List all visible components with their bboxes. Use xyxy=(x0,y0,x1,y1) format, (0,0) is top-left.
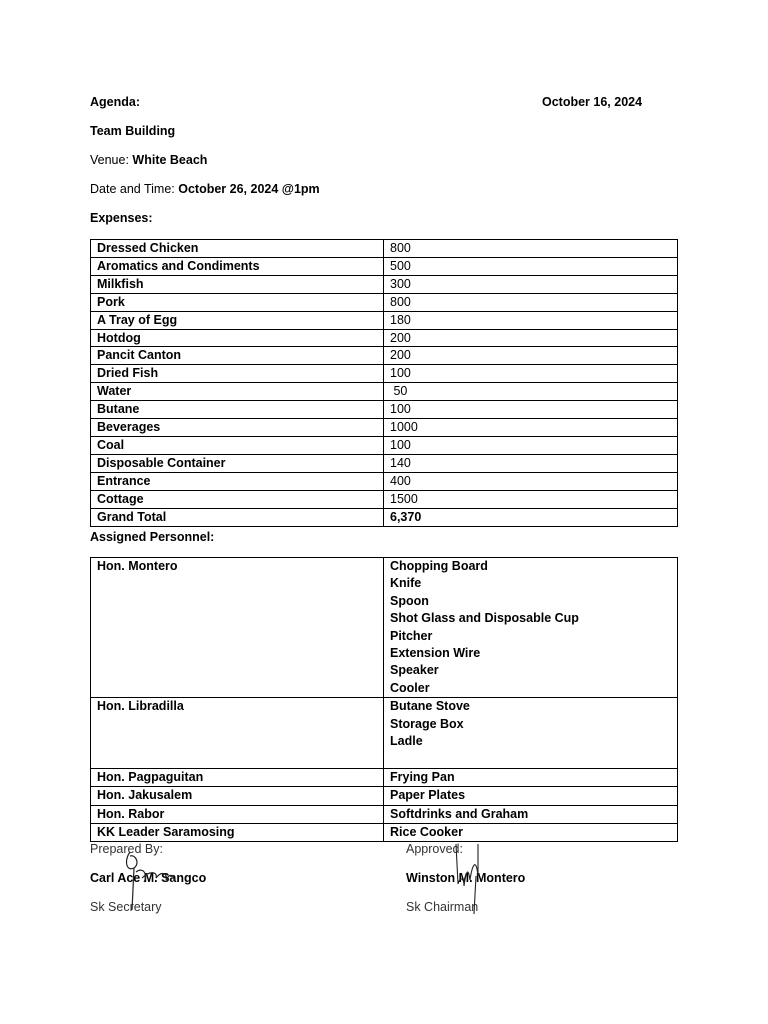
datetime-value: October 26, 2024 @1pm xyxy=(178,182,320,196)
expense-row xyxy=(91,436,678,454)
expense-row xyxy=(91,508,678,526)
expense-amount: 140 xyxy=(384,454,678,472)
personnel-name: Hon. Libradilla xyxy=(91,698,384,769)
assigned-item: Speaker xyxy=(390,663,439,678)
expense-row xyxy=(91,293,678,311)
personnel-row xyxy=(91,824,678,842)
expense-item: Butane xyxy=(91,401,384,419)
personnel-row xyxy=(91,698,678,769)
prepared-by-title: Sk Secretary xyxy=(90,900,162,914)
personnel-items xyxy=(384,768,678,786)
personnel-name: Hon. Rabor xyxy=(91,805,384,823)
expense-amount: 1500 xyxy=(384,490,678,508)
expense-item: Dressed Chicken xyxy=(91,240,384,258)
prepared-by-name: Carl Ace M. Sangco xyxy=(90,871,207,885)
expense-amount: 100 xyxy=(384,401,678,419)
personnel-row xyxy=(91,558,678,698)
expense-item: Coal xyxy=(91,436,384,454)
expense-item: Beverages xyxy=(91,419,384,437)
personnel-name: Hon. Pagpaguitan xyxy=(91,768,384,786)
expense-item: Dried Fish xyxy=(91,365,384,383)
personnel-items xyxy=(384,558,678,698)
personnel-name: Hon. Jakusalem xyxy=(91,787,384,805)
expense-row xyxy=(91,329,678,347)
assigned-item xyxy=(390,750,671,767)
personnel-items xyxy=(384,698,678,769)
assigned-item: Extension Wire xyxy=(390,646,481,661)
assigned-item: Chopping Board xyxy=(390,559,488,573)
expense-row xyxy=(91,347,678,365)
approved-by-title: Sk Chairman xyxy=(406,900,479,914)
event-title: Team Building xyxy=(90,124,176,138)
expense-amount: 1000 xyxy=(384,419,678,437)
venue-value: White Beach xyxy=(132,153,208,167)
expense-row xyxy=(91,472,678,490)
datetime-label: Date and Time: xyxy=(90,182,179,196)
personnel-items xyxy=(384,787,678,805)
expense-amount: 100 xyxy=(384,436,678,454)
assigned-item: Ladle xyxy=(390,734,423,749)
expense-amount: 180 xyxy=(384,311,678,329)
personnel-row xyxy=(91,768,678,786)
assigned-item: Spoon xyxy=(390,593,429,608)
secretary-signature xyxy=(118,842,178,914)
expense-amount: 500 xyxy=(384,257,678,275)
expense-item: Milkfish xyxy=(91,275,384,293)
personnel-row xyxy=(91,805,678,823)
expense-row xyxy=(91,275,678,293)
expense-row xyxy=(91,419,678,437)
expense-amount: 6,370 xyxy=(384,508,678,526)
expense-amount: 200 xyxy=(384,329,678,347)
assigned-item: Pitcher xyxy=(390,628,433,643)
expense-amount: 400 xyxy=(384,472,678,490)
expense-amount: 100 xyxy=(384,365,678,383)
approved-by-name: Winston M. Montero xyxy=(406,871,526,885)
expense-amount: 800 xyxy=(384,240,678,258)
personnel-table xyxy=(90,557,678,842)
expenses-label: Expenses: xyxy=(90,211,153,225)
personnel-name: Hon. Montero xyxy=(91,558,384,698)
expenses-table xyxy=(90,239,678,527)
expense-amount: 200 xyxy=(384,347,678,365)
datetime-line xyxy=(90,182,320,196)
expense-item: Entrance xyxy=(91,472,384,490)
assigned-item: Butane Stove xyxy=(390,699,470,714)
assigned-item: Softdrinks and Graham xyxy=(390,806,529,821)
expense-row xyxy=(91,311,678,329)
agenda-label: Agenda: xyxy=(90,95,140,109)
personnel-row xyxy=(91,787,678,805)
expense-row xyxy=(91,383,678,401)
assigned-item: Storage Box xyxy=(390,716,464,731)
expense-amount: 800 xyxy=(384,293,678,311)
assigned-item: Rice Cooker xyxy=(390,825,463,840)
expense-item: Hotdog xyxy=(91,329,384,347)
expense-item: Pancit Canton xyxy=(91,347,384,365)
assigned-item: Frying Pan xyxy=(390,769,455,784)
assigned-item: Paper Plates xyxy=(390,788,466,803)
chairman-signature xyxy=(448,836,488,916)
assigned-item: Knife xyxy=(390,576,422,591)
expense-item: A Tray of Egg xyxy=(91,311,384,329)
expense-row xyxy=(91,240,678,258)
approved-by-label: Approved: xyxy=(406,842,463,856)
expense-item: Grand Total xyxy=(91,508,384,526)
prepared-by-label: Prepared By: xyxy=(90,842,163,856)
expense-amount: 300 xyxy=(384,275,678,293)
venue-line xyxy=(90,153,207,167)
expense-row xyxy=(91,257,678,275)
expense-item: Pork xyxy=(91,293,384,311)
expense-row xyxy=(91,365,678,383)
document-date: October 16, 2024 xyxy=(542,95,643,109)
expense-row xyxy=(91,454,678,472)
assigned-item: Cooler xyxy=(390,680,430,695)
personnel-label: Assigned Personnel: xyxy=(90,530,215,544)
personnel-items xyxy=(384,805,678,823)
venue-label: Venue: xyxy=(90,153,133,167)
expense-item: Water xyxy=(91,383,384,401)
personnel-name: KK Leader Saramosing xyxy=(91,824,384,842)
expense-row xyxy=(91,490,678,508)
expense-amount: 50 xyxy=(384,383,678,401)
personnel-items xyxy=(384,824,678,842)
expense-item: Aromatics and Condiments xyxy=(91,257,384,275)
expense-item: Cottage xyxy=(91,490,384,508)
expense-row xyxy=(91,401,678,419)
expense-item: Disposable Container xyxy=(91,454,384,472)
assigned-item: Shot Glass and Disposable Cup xyxy=(390,611,579,626)
